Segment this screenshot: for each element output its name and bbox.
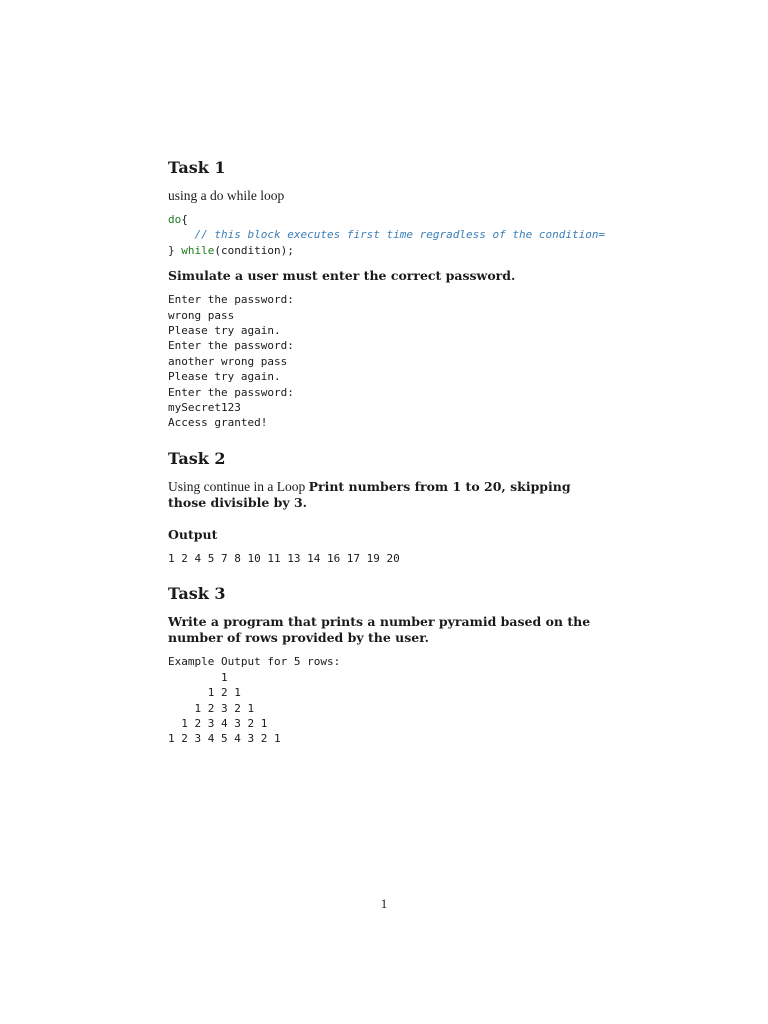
- code-condition: (condition);: [214, 243, 294, 257]
- task3-description: Write a program that prints a number pyramid based on the number of rows provided by the user.: [168, 614, 591, 646]
- task2-output-heading: Output: [168, 526, 218, 542]
- output-line: another wrong pass: [168, 354, 288, 368]
- code-comment: // this block executes first time regradless of the condition=: [194, 228, 606, 242]
- pyramid-row: 1 2 1: [168, 686, 241, 700]
- code-brace-open: {: [181, 213, 188, 226]
- code-keyword-do: do: [168, 213, 182, 226]
- example-label: Example Output for 5 rows:: [168, 655, 341, 669]
- task1-output-block: [168, 292, 608, 431]
- output-line: Please try again.: [168, 324, 281, 338]
- task3-example-block: [168, 654, 608, 746]
- output-line: Enter the password:: [168, 339, 294, 353]
- task1-title: Task 1: [168, 158, 226, 177]
- task2-intro: [168, 479, 608, 511]
- document-body: [168, 158, 608, 757]
- output-line: Enter the password:: [168, 293, 294, 307]
- page-number: 1: [380, 896, 388, 911]
- code-brace-close: }: [168, 243, 182, 257]
- task3-title: Task 3: [168, 584, 226, 604]
- code-keyword-while: while: [181, 243, 215, 257]
- task1-code-block: [168, 212, 608, 258]
- task1-subheading: Simulate a user must enter the correct password.: [168, 268, 516, 284]
- pyramid-row: 1 2 3 4 5 4 3 2 1: [168, 732, 281, 746]
- pyramid-row: 1: [168, 670, 228, 684]
- output-line: wrong pass: [168, 308, 235, 322]
- output-line: mySecret123: [168, 401, 241, 415]
- pyramid-row: 1 2 3 4 3 2 1: [168, 716, 268, 730]
- task1-intro: using a do while loop: [168, 188, 285, 203]
- task2-intro-plain: Using continue in a Loop: [168, 478, 309, 494]
- task2-intro-bold: Print numbers from 1 to 20, skipping those divisible by 3.: [168, 478, 571, 510]
- pyramid-row: 1 2 3 2 1: [168, 701, 255, 715]
- output-line: Enter the password:: [168, 385, 294, 399]
- task2-output: 1 2 4 5 7 8 10 11 13 14 16 17 19 20: [168, 551, 400, 565]
- task2-title: Task 2: [168, 448, 226, 468]
- output-line: Please try again.: [168, 370, 281, 384]
- output-line: Access granted!: [168, 416, 268, 430]
